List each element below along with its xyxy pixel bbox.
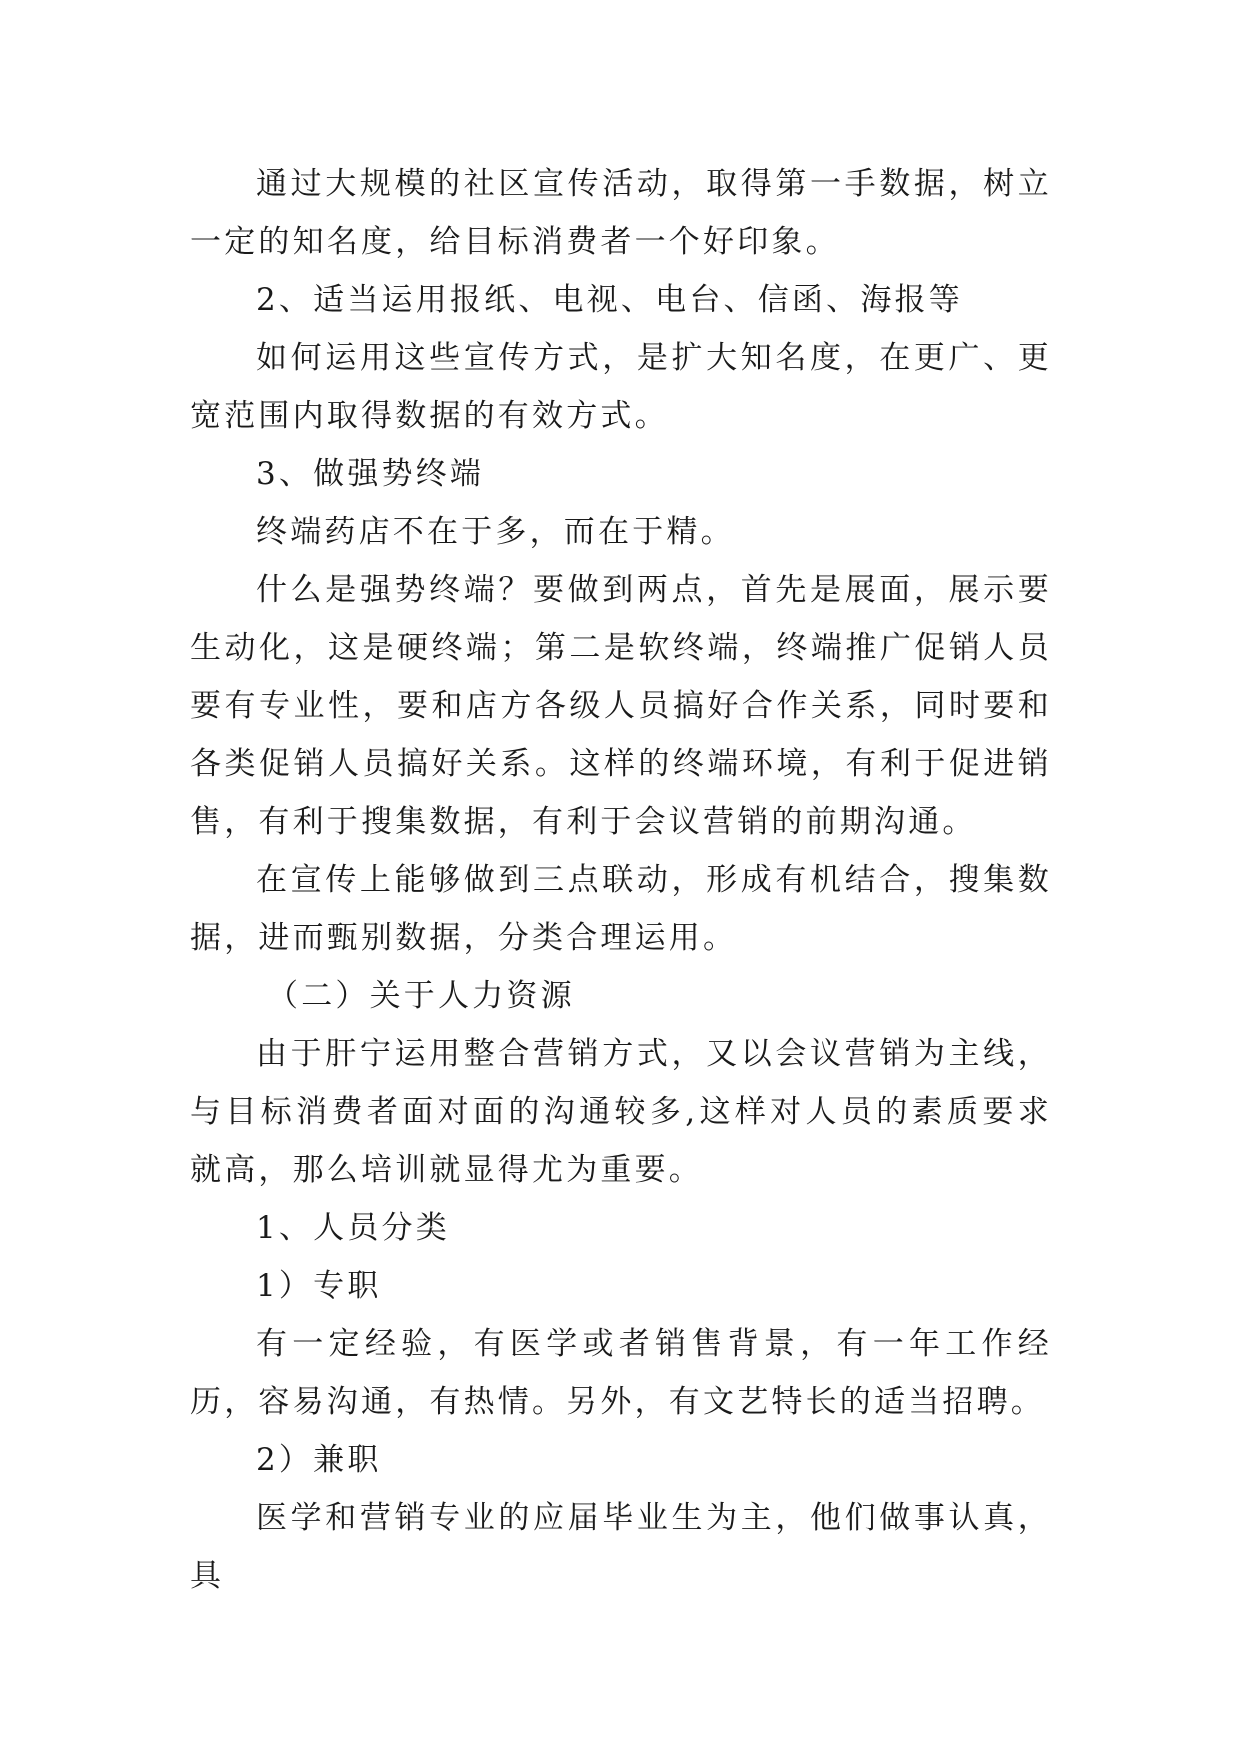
heading-part-time: 2）兼职 — [256, 1442, 382, 1478]
paragraph-full-time-requirements: 有一定经验，有医学或者销售背景，有一年工作经历，容易沟通，有热情。另外，有文艺特长的适当招聘。 — [190, 1326, 1052, 1420]
paragraph-community-promotion: 通过大规模的社区宣传活动，取得第一手数据，树立一定的知名度，给目标消费者一个好印象。 — [190, 166, 1052, 260]
paragraph-part-time-requirements: 医学和营销专业的应届毕业生为主，他们做事认真，具 — [190, 1500, 1052, 1594]
heading-staff-classification: 1、人员分类 — [256, 1210, 450, 1246]
heading-strong-terminal: 3、做强势终端 — [256, 456, 485, 492]
paragraph-strong-terminal-definition: 什么是强势终端？要做到两点，首先是展面，展示要生动化，这是硬终端；第二是软终端，终端推广促销人员要有专业性，要和店方各级人员搞好合作关系，同时要和各类促销人员搞好关系。这样的终端环境，有利于促进销售，有利于搜集数据，有利于会议营销的前期沟通。 — [190, 572, 1052, 840]
paragraph-three-point-linkage: 在宣传上能够做到三点联动，形成有机结合，搜集数据，进而甄别数据，分类合理运用。 — [190, 862, 1052, 956]
heading-media-usage: 2、适当运用报纸、电视、电台、信函、海报等 — [256, 282, 963, 318]
paragraph-training-importance: 由于肝宁运用整合营销方式，又以会议营销为主线，与目标消费者面对面的沟通较多,这样对人员的素质要求就高，那么培训就显得尤为重要。 — [190, 1036, 1052, 1188]
heading-full-time: 1）专职 — [256, 1268, 382, 1304]
document-page — [190, 155, 1052, 1605]
heading-human-resources: （二）关于人力资源 — [267, 978, 575, 1014]
paragraph-terminal-quality: 终端药店不在于多，而在于精。 — [256, 514, 735, 550]
paragraph-media-methods: 如何运用这些宣传方式，是扩大知名度，在更广、更宽范围内取得数据的有效方式。 — [190, 340, 1052, 434]
